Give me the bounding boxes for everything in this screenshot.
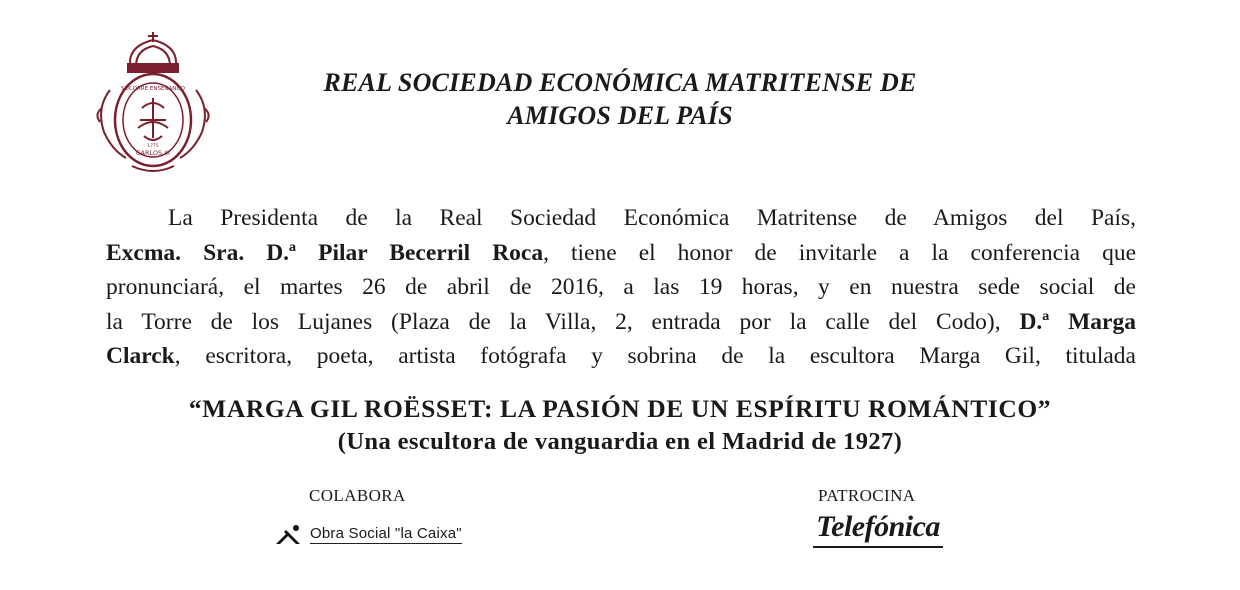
svg-text:1775: 1775 bbox=[147, 144, 159, 149]
paragraph-text: la Torre de los Lujanes (Plaza de la Villa, 2, entrada por la calle del Codo), bbox=[106, 308, 1001, 335]
speaker-name-part-1: D.ª Marga bbox=[1019, 308, 1136, 335]
paragraph-line-3 bbox=[106, 270, 1136, 305]
colabora-label: COLABORA bbox=[309, 486, 406, 505]
la-caixa-logo bbox=[274, 520, 462, 548]
speaker-name-part-2: Clarck bbox=[106, 343, 175, 369]
paragraph-line-4 bbox=[106, 305, 1136, 340]
paragraph-text: pronunciará, el martes 26 de abril de 2016, a las 19 horas, y en nuestra sede social de bbox=[106, 274, 1136, 300]
paragraph-text: , tiene el honor de invitarle a la conferencia que bbox=[543, 239, 1137, 266]
header-line-2: AMIGOS DEL PAÍS bbox=[507, 101, 733, 130]
paragraph-line-5 bbox=[106, 339, 1136, 374]
svg-text:CARLOS III: CARLOS III bbox=[136, 149, 170, 157]
patrocina-label: PATROCINA bbox=[818, 486, 916, 505]
lecture-subtitle: (Una escultora de vanguardia en el Madrid de 1927) bbox=[337, 428, 903, 455]
paragraph-text: , escritora, poeta, artista fotógrafa y sobrina de la escultora Marga Gil, titulada bbox=[174, 343, 1136, 369]
paragraph-line-2 bbox=[106, 236, 1136, 271]
telefonica-underline bbox=[813, 546, 943, 548]
lecture-title: “MARGA GIL ROËSSET: LA PASIÓN DE UN ESPÍRITU ROMÁNTICO” bbox=[188, 394, 1052, 423]
paragraph-line-1 bbox=[106, 201, 1136, 236]
invitation-paragraph bbox=[106, 201, 1136, 374]
society-seal-logo bbox=[92, 28, 214, 178]
paragraph-text: La Presidenta de la Real Sociedad Económica Matritense de Amigos del País, bbox=[168, 205, 1136, 231]
telefonica-name: Telefónica bbox=[816, 510, 940, 543]
telefonica-logo bbox=[812, 510, 944, 548]
header-line-1: REAL SOCIEDAD ECONÓMICA MATRITENSE DE bbox=[323, 68, 917, 97]
president-name: Excma. Sra. D.ª Pilar Becerril Roca bbox=[106, 239, 544, 266]
la-caixa-name: Obra Social "la Caixa" bbox=[310, 524, 462, 542]
svg-text:SOCORRE ENSEÑANDO: SOCORRE ENSEÑANDO bbox=[121, 86, 185, 92]
la-caixa-star-icon bbox=[274, 522, 304, 546]
society-header bbox=[270, 66, 970, 132]
